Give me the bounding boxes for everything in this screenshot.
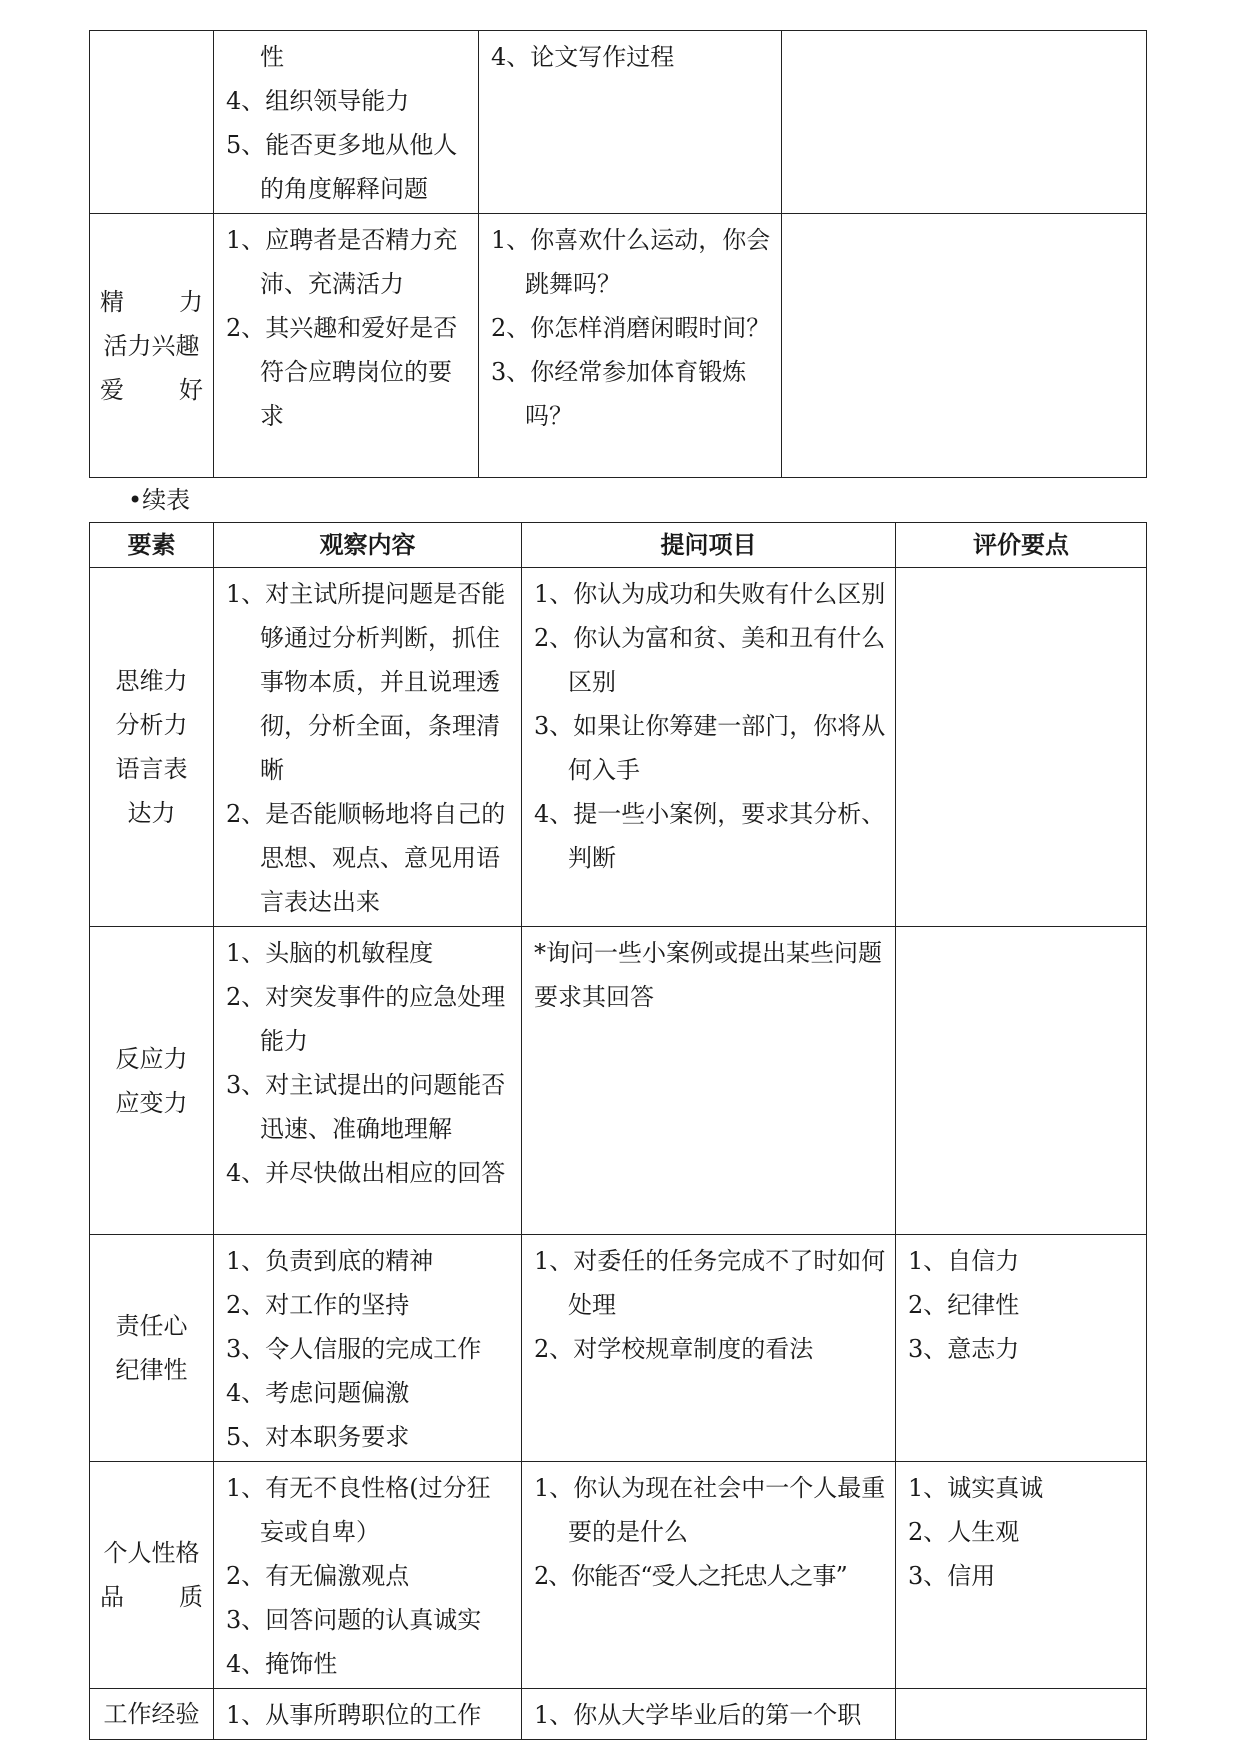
eval-item xyxy=(908,1466,1138,1510)
item-text: 对突发事件的应急处理能力 xyxy=(260,983,506,1055)
element-cell xyxy=(90,1462,214,1689)
header-element: 要素 xyxy=(90,523,214,568)
eval-item xyxy=(908,1327,1138,1371)
element-text: 分析力 xyxy=(115,711,188,739)
element-line xyxy=(96,1348,207,1392)
table-row xyxy=(90,214,1147,478)
element-text: 个人性格 xyxy=(103,1539,200,1567)
questions-item xyxy=(534,792,887,880)
observe-cell xyxy=(214,214,479,478)
eval-cell xyxy=(896,568,1147,927)
item-text: 对委任的任务完成不了时如何处理 xyxy=(568,1247,886,1319)
observe-item xyxy=(226,931,513,975)
observe-cell xyxy=(214,1462,522,1689)
item-number: 1、 xyxy=(534,1474,574,1502)
observe-item xyxy=(226,35,470,79)
table-row xyxy=(90,1235,1147,1462)
header-eval: 评价要点 xyxy=(896,523,1147,568)
questions-cell xyxy=(522,927,896,1235)
item-number: 1、 xyxy=(534,1247,574,1275)
element-text: 思维力 xyxy=(115,667,188,695)
item-text: 信用 xyxy=(947,1562,996,1590)
element-line xyxy=(96,1531,207,1575)
item-text: 意志力 xyxy=(947,1335,1020,1363)
observe-item xyxy=(226,792,513,924)
element-text: 达力 xyxy=(127,799,176,827)
item-text: 能否更多地从他人的角度解释问题 xyxy=(260,131,458,203)
observe-item xyxy=(226,1598,513,1642)
element-cell xyxy=(90,1235,214,1462)
questions-item xyxy=(534,704,887,792)
observe-cell xyxy=(214,568,522,927)
item-number: 3、 xyxy=(534,712,574,740)
item-number: 1、 xyxy=(491,226,531,254)
item-number: 4、 xyxy=(491,43,531,71)
observe-cell xyxy=(214,1235,522,1462)
questions-item xyxy=(491,350,773,438)
item-number: 1、 xyxy=(226,226,266,254)
item-text: 是否能顺畅地将自己的思想、观点、意见用语言表达出来 xyxy=(260,800,506,916)
eval-item xyxy=(908,1239,1138,1283)
observe-item xyxy=(226,1239,513,1283)
element-line xyxy=(96,1692,207,1736)
item-text: 纪律性 xyxy=(947,1291,1020,1319)
questions-item xyxy=(534,572,887,616)
item-number: 3、 xyxy=(908,1335,948,1363)
observe-item xyxy=(226,1693,513,1737)
element-line xyxy=(96,747,207,791)
observe-item xyxy=(226,1466,513,1554)
item-number: 2、 xyxy=(908,1291,948,1319)
table-row xyxy=(90,568,1147,927)
item-text: 有无偏激观点 xyxy=(265,1562,410,1590)
element-text: 好 xyxy=(179,375,203,404)
item-number: 2、 xyxy=(226,1291,266,1319)
table-row xyxy=(90,927,1147,1235)
eval-cell xyxy=(782,214,1147,478)
header-observe: 观察内容 xyxy=(214,523,522,568)
questions-item xyxy=(534,1327,887,1371)
item-text: 诚实真诚 xyxy=(947,1474,1044,1502)
eval-cell xyxy=(896,927,1147,1235)
item-text: 对学校规章制度的看法 xyxy=(573,1335,814,1363)
questions-item xyxy=(534,1554,887,1598)
element-text: 责任心 xyxy=(115,1312,188,1340)
element-line xyxy=(96,659,207,703)
element-cell xyxy=(90,1689,214,1740)
element-text: 反应力 xyxy=(115,1044,188,1073)
item-number: 2、 xyxy=(534,1335,574,1363)
element-text: 品 xyxy=(100,1583,124,1611)
item-text: 对主试提出的问题能否迅速、准确地理解 xyxy=(260,1071,506,1143)
element-line xyxy=(96,791,207,835)
item-text: 你怎样消磨闲暇时间？ xyxy=(530,314,771,342)
questions-cell xyxy=(479,214,782,478)
element-text: 力 xyxy=(179,287,203,316)
item-number: 3、 xyxy=(491,358,531,386)
item-number: 1、 xyxy=(226,580,266,608)
item-text: 你喜欢什么运动，你会跳舞吗？ xyxy=(525,226,771,298)
item-number: 1、 xyxy=(534,1701,574,1729)
table-row xyxy=(90,1689,1147,1740)
questions-item xyxy=(491,35,773,79)
item-number: 2、 xyxy=(226,1562,266,1590)
observe-item xyxy=(226,1642,513,1686)
item-text: 并尽快做出相应的回答 xyxy=(265,1159,506,1187)
item-number: 1、 xyxy=(226,1474,266,1502)
element-cell xyxy=(90,927,214,1235)
eval-cell xyxy=(896,1235,1147,1462)
questions-item xyxy=(491,218,773,306)
observe-item xyxy=(226,306,470,438)
item-number: 5、 xyxy=(226,131,266,159)
questions-cell xyxy=(522,1689,896,1740)
item-number: 2、 xyxy=(226,314,266,342)
item-number: 1、 xyxy=(226,1701,266,1729)
header-questions: 提问项目 xyxy=(522,523,896,568)
item-text: 其兴趣和爱好是否符合应聘岗位的要求 xyxy=(260,314,458,430)
questions-item xyxy=(491,306,773,350)
item-text: 回答问题的认真诚实 xyxy=(265,1606,482,1634)
item-text: 你认为现在社会中一个人最重要的是什么 xyxy=(568,1474,886,1546)
item-number: 4、 xyxy=(226,1159,266,1187)
item-text: 你认为富和贫、美和丑有什么区别 xyxy=(568,624,886,696)
item-number: 5、 xyxy=(226,1423,266,1451)
observe-item xyxy=(226,572,513,792)
item-text: 有无不良性格(过分狂妄或自卑） xyxy=(260,1474,491,1546)
item-text: 考虑问题偏激 xyxy=(265,1379,410,1407)
item-number: 2、 xyxy=(534,1562,572,1590)
observe-item xyxy=(226,1327,513,1371)
item-text: 组织领导能力 xyxy=(265,87,410,115)
questions-item xyxy=(534,1693,887,1737)
observe-cell xyxy=(214,1689,522,1740)
questions-item xyxy=(534,1466,887,1554)
item-text: 应聘者是否精力充沛、充满活力 xyxy=(260,226,458,298)
eval-item xyxy=(908,1510,1138,1554)
item-number: 1、 xyxy=(908,1474,948,1502)
questions-cell xyxy=(522,568,896,927)
element-line xyxy=(96,1081,207,1125)
interview-table xyxy=(89,522,1147,1740)
observe-item xyxy=(226,123,470,211)
item-number: 2、 xyxy=(491,314,531,342)
item-number: 3、 xyxy=(908,1562,948,1590)
item-text: 你从大学毕业后的第一个职 xyxy=(573,1701,862,1729)
element-text: 语言表 xyxy=(115,755,188,783)
item-number: 3、 xyxy=(226,1606,266,1634)
continued-label: •续表 xyxy=(128,486,191,514)
element-line xyxy=(96,1037,207,1081)
item-text: 对主试所提问题是否能够通过分析判断，抓住事物本质，并且说理透彻，分析全面，条理清晰 xyxy=(260,580,506,784)
observe-cell xyxy=(214,31,479,214)
observe-item xyxy=(226,1063,513,1151)
item-text: 对工作的坚持 xyxy=(265,1291,410,1319)
observe-item xyxy=(226,1283,513,1327)
item-number: 1、 xyxy=(226,939,266,967)
element-cell xyxy=(90,31,214,214)
item-text: 负责到底的精神 xyxy=(265,1247,434,1275)
table-row xyxy=(90,31,1147,214)
item-text: 对本职务要求 xyxy=(265,1423,410,1451)
item-number: 4、 xyxy=(534,800,574,828)
item-number: 1、 xyxy=(226,1247,266,1275)
item-number: 2、 xyxy=(534,624,574,652)
eval-cell xyxy=(896,1462,1147,1689)
item-text: 性 xyxy=(260,43,284,71)
item-number: 4、 xyxy=(226,87,266,115)
element-line xyxy=(96,280,207,324)
element-text: 纪律性 xyxy=(115,1356,188,1384)
element-line xyxy=(96,1304,207,1348)
item-text: 论文写作过程 xyxy=(530,43,675,71)
eval-cell xyxy=(896,1689,1147,1740)
element-cell xyxy=(90,214,214,478)
element-text: 爱 xyxy=(100,375,124,404)
table-row xyxy=(90,1462,1147,1689)
item-text: *询问一些小案例或提出某些问题要求其回答 xyxy=(534,939,882,1011)
observe-item xyxy=(226,1151,513,1195)
item-text: 你认为成功和失败有什么区别 xyxy=(573,580,886,608)
item-number: 1、 xyxy=(908,1247,948,1275)
element-line xyxy=(96,368,207,412)
observe-item xyxy=(226,1554,513,1598)
item-number: 4、 xyxy=(226,1650,266,1678)
item-number: 2、 xyxy=(226,800,266,828)
item-text: 人生观 xyxy=(947,1518,1020,1546)
item-number: 2、 xyxy=(226,983,266,1011)
element-line xyxy=(96,1575,207,1619)
questions-cell xyxy=(479,31,782,214)
element-cell xyxy=(90,568,214,927)
questions-item xyxy=(534,931,887,1019)
item-text: 你能否“受人之托忠人之事” xyxy=(571,1562,847,1590)
item-text: 头脑的机敏程度 xyxy=(265,939,434,967)
eval-item xyxy=(908,1554,1138,1598)
observe-item xyxy=(226,79,470,123)
questions-item xyxy=(534,1239,887,1327)
observe-cell xyxy=(214,927,522,1235)
item-text: 令人信服的完成工作 xyxy=(265,1335,482,1363)
element-text: 活力兴趣 xyxy=(103,331,200,360)
eval-item xyxy=(908,1283,1138,1327)
interview-table-continued-top xyxy=(89,30,1147,478)
element-text: 应变力 xyxy=(115,1088,188,1117)
item-text: 你经常参加体育锻炼吗？ xyxy=(525,358,747,430)
observe-item xyxy=(226,975,513,1063)
table-header-row xyxy=(90,523,1147,568)
questions-cell xyxy=(522,1235,896,1462)
observe-item xyxy=(226,1371,513,1415)
eval-cell xyxy=(782,31,1147,214)
element-text: 工作经验 xyxy=(103,1700,200,1728)
item-number: 1、 xyxy=(534,580,574,608)
item-number: 3、 xyxy=(226,1335,266,1363)
element-line xyxy=(96,703,207,747)
observe-item xyxy=(226,1415,513,1459)
element-text: 质 xyxy=(179,1583,203,1611)
item-text: 从事所聘职位的工作 xyxy=(265,1701,482,1729)
questions-item xyxy=(534,616,887,704)
item-number: 4、 xyxy=(226,1379,266,1407)
item-text: 如果让你筹建一部门，你将从何入手 xyxy=(568,712,886,784)
item-number: 3、 xyxy=(226,1071,266,1099)
element-text: 精 xyxy=(100,287,124,316)
element-line xyxy=(96,324,207,368)
item-number: 2、 xyxy=(908,1518,948,1546)
questions-cell xyxy=(522,1462,896,1689)
item-text: 自信力 xyxy=(947,1247,1020,1275)
item-text: 提一些小案例，要求其分析、判断 xyxy=(568,800,886,872)
item-text: 掩饰性 xyxy=(265,1650,338,1678)
observe-item xyxy=(226,218,470,306)
